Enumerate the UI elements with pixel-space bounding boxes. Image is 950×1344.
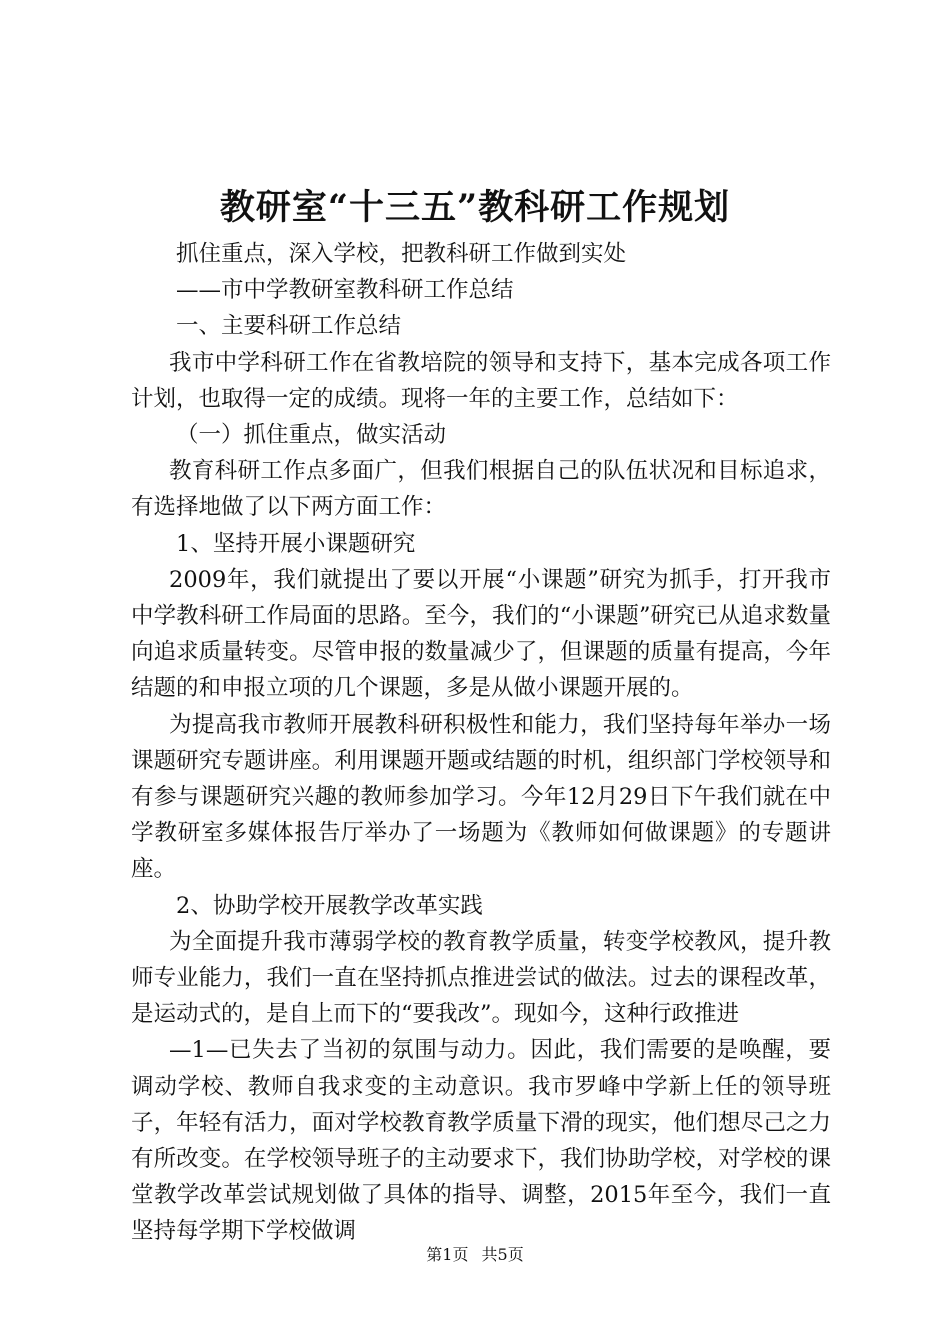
paragraph: 为提高我市教师开展教科研积极性和能力，我们坚持每年举办一场课题研究专题讲座。利用课题开题或结题的时机，组织部门学校领导和有参与课题研究兴趣的教师参加学习。今年12月29日下午我们就在中学教研室多媒体报告厅举办了一场题为《教师如何做课题》的专题讲座。 [131, 711, 831, 883]
paragraph: 我市中学科研工作在省教培院的领导和支持下，基本完成各项工作计划，也取得一定的成绩。现将一年的主要工作，总结如下： [131, 349, 831, 412]
item-heading-2: 2、协助学校开展教学改革实践 [176, 892, 483, 919]
paragraph-byline: ——市中学教研室教科研工作总结 [176, 277, 514, 304]
paragraph: 2009年，我们就提出了要以开展“小课题”研究为抓手，打开我市中学教科研工作局面的思路。至今，我们的“小课题”研究已从追求数量向追求质量转变。尽管申报的数量减少了，但课题的质量有提高，今年结题的和申报立项的几个课题，多是从做小课题开展的。 [131, 566, 831, 702]
item-heading-1: 1、坚持开展小课题研究 [176, 530, 416, 557]
paragraph: —1—已失去了当初的氛围与动力。因此，我们需要的是唤醒，要调动学校、教师自我求变的主动意识。我市罗峰中学新上任的领导班子，年轻有活力，面对学校教育教学质量下滑的现实，他们想尽己之力有所改变。在学校领导班子的主动要求下，我们协助学校，对学校的课堂教学改革尝试规划做了具体的指导、调整，2015年至今，我们一直坚持每学期下学校做调 [131, 1037, 831, 1245]
page-number: 第1页 [426, 1245, 469, 1264]
subsection-heading-1: （一）抓住重点，做实活动 [176, 422, 447, 449]
section-heading-1: 一、主要科研工作总结 [176, 313, 402, 340]
paragraph: 教育科研工作点多面广，但我们根据自己的队伍状况和目标追求，有选择地做了以下两方面工作： [131, 458, 831, 521]
paragraph: 为全面提升我市薄弱学校的教育教学质量，转变学校教风，提升教师专业能力，我们一直在坚持抓点推进尝试的做法。过去的课程改革，是运动式的，是自上而下的“要我改”。现如今，这种行政推进 [131, 928, 831, 1028]
document-body [131, 236, 831, 1250]
document-title: 教研室“十三五”教科研工作规划 [219, 187, 731, 228]
page-total: 共5页 [481, 1245, 524, 1264]
paragraph-subtitle: 抓住重点，深入学校，把教科研工作做到实处 [176, 241, 627, 267]
page-footer [0, 1243, 950, 1267]
